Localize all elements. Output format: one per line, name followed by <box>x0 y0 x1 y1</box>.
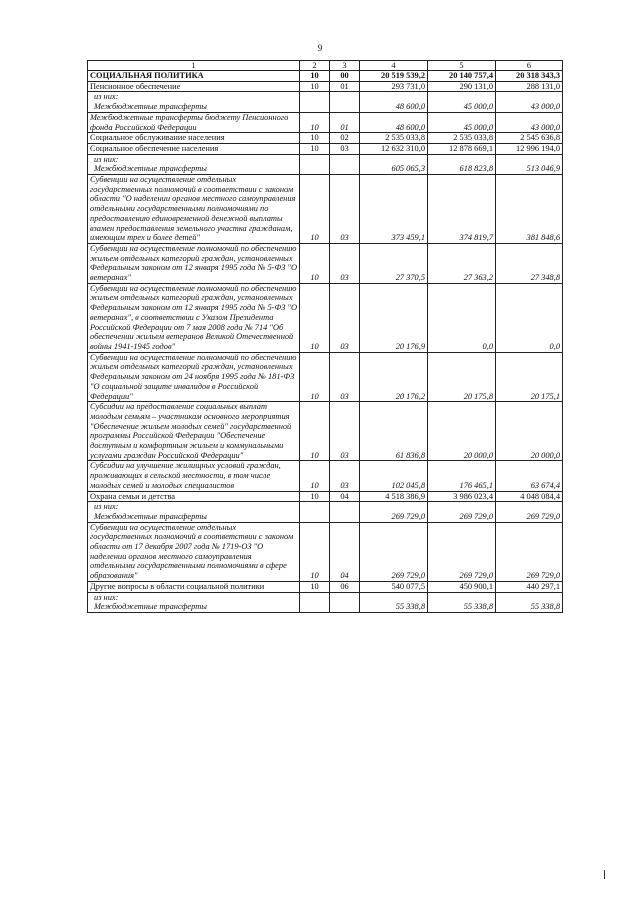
row-code-rz <box>300 502 330 522</box>
table-row <box>88 243 563 283</box>
row-label: Субвенции на осуществление полномочий по обеспечению жильем отдельных категорий граждан, установленных Федеральным законом от 12 января 1995 года № 5-ФЗ "О ветеранах", в соответствии с Указом Президента Российской Федерации от 7 мая 2008 года № 714 "Об обеспечении жильем ветеранов Великой Отечественной войны 1941-1945 годов" <box>90 283 297 351</box>
table-row <box>88 175 563 244</box>
row-label: Охрана семьи и детства <box>90 491 175 501</box>
row-value-v1: 2 535 033,8 <box>360 133 428 144</box>
row-code-pr <box>330 154 360 174</box>
row-value-v1: 373 459,1 <box>360 175 428 244</box>
table-row <box>88 522 563 581</box>
row-code-rz: 10 <box>300 243 330 283</box>
row-name <box>88 133 300 144</box>
row-value-v1: 102 045,8 <box>360 461 428 491</box>
row-code-rz: 10 <box>300 522 330 581</box>
table-row <box>88 81 563 92</box>
row-name <box>88 461 300 491</box>
row-value-v2: 45 000,0 <box>428 112 496 132</box>
row-value-v1: 27 370,5 <box>360 243 428 283</box>
row-code-rz <box>300 92 330 112</box>
row-code-rz <box>300 154 330 174</box>
header-cell: 2 <box>300 61 330 71</box>
row-value-v2: 290 131,0 <box>428 81 496 92</box>
budget-table <box>87 60 563 613</box>
table-row <box>88 352 563 402</box>
row-name <box>88 491 300 502</box>
row-value-v1: 55 338,8 <box>360 592 428 612</box>
row-value-v1: 61 836,8 <box>360 402 428 461</box>
row-value-v3: 269 729,0 <box>496 522 563 581</box>
page-number: 9 <box>317 43 323 53</box>
row-name <box>88 592 300 612</box>
row-value-v1: 540 077,5 <box>360 581 428 592</box>
row-name <box>88 352 300 402</box>
table-row <box>88 592 563 612</box>
row-value-v2: 269 729,0 <box>428 522 496 581</box>
row-code-pr: 06 <box>330 581 360 592</box>
row-name <box>88 243 300 283</box>
row-label: Другие вопросы в области социальной политики <box>90 581 265 591</box>
row-code-pr: 04 <box>330 491 360 502</box>
table-row <box>88 143 563 154</box>
table-row <box>88 491 563 502</box>
row-name <box>88 92 300 112</box>
row-value-v3: 0,0 <box>496 283 563 352</box>
header-cell: 3 <box>330 61 360 71</box>
row-value-v2: 12 878 669,1 <box>428 143 496 154</box>
table-row <box>88 461 563 491</box>
row-code-rz: 10 <box>300 283 330 352</box>
table-row <box>88 112 563 132</box>
row-value-v3: 269 729,0 <box>496 502 563 522</box>
row-prefix: из них: <box>94 154 119 164</box>
row-code-rz: 10 <box>300 175 330 244</box>
margin-mark <box>604 870 605 879</box>
row-label: Межбюджетные трансферты <box>94 511 207 521</box>
row-value-v2: 27 363,2 <box>428 243 496 283</box>
row-value-v1: 12 632 310,0 <box>360 143 428 154</box>
row-name <box>88 522 300 581</box>
table-row <box>88 71 563 82</box>
row-value-v1: 293 731,0 <box>360 81 428 92</box>
row-code-pr <box>330 592 360 612</box>
row-label: Субвенции на осуществление полномочий по обеспечению жильем отдельных категорий граждан, установленных Федеральным законом от 24 ноября 1995 года № 181-ФЗ "О социальной защите инвалидов в Российской Федерации" <box>90 352 297 401</box>
row-name <box>88 402 300 461</box>
row-label: Межбюджетные трансферты <box>94 164 207 174</box>
row-value-v3: 63 674,4 <box>496 461 563 491</box>
table-row <box>88 154 563 174</box>
row-value-v3: 27 348,8 <box>496 243 563 283</box>
table-row <box>88 92 563 112</box>
row-code-rz: 10 <box>300 461 330 491</box>
row-value-v3: 2 545 636,8 <box>496 133 563 144</box>
row-code-rz: 10 <box>300 133 330 144</box>
row-code-pr <box>330 92 360 112</box>
row-value-v2: 0,0 <box>428 283 496 352</box>
row-value-v3: 20 175,1 <box>496 352 563 402</box>
row-value-v1: 20 176,9 <box>360 283 428 352</box>
row-value-v1: 605 065,3 <box>360 154 428 174</box>
row-label: Межбюджетные трансферты <box>94 102 207 112</box>
row-value-v3: 381 848,6 <box>496 175 563 244</box>
row-value-v2: 55 338,8 <box>428 592 496 612</box>
row-label: Межбюджетные трансферты бюджету Пенсионного фонда Российской Федерации <box>90 112 289 132</box>
row-code-pr: 04 <box>330 522 360 581</box>
row-name <box>88 81 300 92</box>
row-label: Социальное обеспечение населения <box>90 143 219 153</box>
row-value-v3: 513 046,9 <box>496 154 563 174</box>
row-name <box>88 502 300 522</box>
row-code-pr: 03 <box>330 283 360 352</box>
row-value-v1: 48 600,0 <box>360 92 428 112</box>
row-code-rz: 10 <box>300 352 330 402</box>
row-code-pr: 03 <box>330 402 360 461</box>
table-row <box>88 133 563 144</box>
row-code-pr: 00 <box>330 71 360 82</box>
row-code-pr: 03 <box>330 175 360 244</box>
row-label: Межбюджетные трансферты <box>94 602 207 612</box>
row-value-v3: 55 338,8 <box>496 592 563 612</box>
row-label: Пенсионное обеспечение <box>90 81 181 91</box>
row-label: Субвенции на осуществление полномочий по обеспечению жильем отдельных категорий граждан, установленных Федеральным законом от 12 января 1995 года № 5-ФЗ "О ветеранах" <box>90 243 297 283</box>
row-value-v2: 20 000,0 <box>428 402 496 461</box>
row-code-rz: 10 <box>300 81 330 92</box>
row-label: Субвенции на осуществление отдельных государственных полномочий в соответствии с законом области от 17 декабря 2007 года № 1719-ОЗ "О наделении органов местного самоуправления отдельными государственными полномочиями в сфере образования" <box>90 522 294 581</box>
row-value-v1: 20 519 539,2 <box>360 71 428 82</box>
row-code-rz: 10 <box>300 491 330 502</box>
row-value-v3: 288 131,0 <box>496 81 563 92</box>
row-prefix: из них: <box>94 592 119 602</box>
row-code-rz: 10 <box>300 71 330 82</box>
row-value-v3: 43 000,0 <box>496 112 563 132</box>
row-value-v2: 3 986 023,4 <box>428 491 496 502</box>
row-value-v2: 2 535 033,8 <box>428 133 496 144</box>
row-code-pr <box>330 502 360 522</box>
row-label: СОЦИАЛЬНАЯ ПОЛИТИКА <box>90 71 204 80</box>
row-label: Субсидии на предоставление социальных выплат молодым семьям – участникам основного мероприятия "Обеспечение жильем молодых семей" государственной программы Российской Федерации "Обеспечение доступным и комфортным жильем и коммунальными услугами граждан Российской Федерации" <box>90 402 292 460</box>
row-value-v3: 440 297,1 <box>496 581 563 592</box>
row-value-v2: 374 819,7 <box>428 175 496 244</box>
row-value-v1: 269 729,0 <box>360 502 428 522</box>
row-code-pr: 02 <box>330 133 360 144</box>
table-row <box>88 581 563 592</box>
row-code-pr: 01 <box>330 81 360 92</box>
table-row <box>88 402 563 461</box>
row-code-rz: 10 <box>300 402 330 461</box>
row-name <box>88 175 300 244</box>
header-cell: 1 <box>88 61 300 71</box>
row-value-v2: 450 900,1 <box>428 581 496 592</box>
row-name <box>88 143 300 154</box>
row-value-v1: 269 729,0 <box>360 522 428 581</box>
header-cell: 4 <box>360 61 428 71</box>
row-name <box>88 283 300 352</box>
table-row <box>88 502 563 522</box>
row-value-v2: 618 823,8 <box>428 154 496 174</box>
row-value-v2: 176 465,1 <box>428 461 496 491</box>
row-code-pr: 03 <box>330 143 360 154</box>
row-label: Субсидии на улучшение жилищных условий граждан, проживающих в сельской местности, в том числе молодых семей и молодых специалистов <box>90 461 281 490</box>
row-label: Социальное обслуживание населения <box>90 133 225 143</box>
row-code-pr: 03 <box>330 243 360 283</box>
row-value-v3: 4 048 084,4 <box>496 491 563 502</box>
row-prefix: из них: <box>94 502 119 512</box>
row-value-v3: 20 000,0 <box>496 402 563 461</box>
row-name <box>88 581 300 592</box>
row-value-v1: 48 600,0 <box>360 112 428 132</box>
row-label: Субвенции на осуществление отдельных государственных полномочий в соответствии с законом области "О наделении органов местного самоуправления отдельными государственными полномочиями по предоставлению единовременной денежной выплаты взамен предоставления земельного участка гражданам, имеющим трех и более детей" <box>90 175 296 243</box>
row-code-pr: 03 <box>330 352 360 402</box>
row-code-pr: 03 <box>330 461 360 491</box>
row-value-v3: 43 000,0 <box>496 92 563 112</box>
row-code-pr: 01 <box>330 112 360 132</box>
row-value-v2: 20 175,8 <box>428 352 496 402</box>
row-prefix: из них: <box>94 92 119 102</box>
row-value-v1: 20 176,2 <box>360 352 428 402</box>
row-code-rz <box>300 592 330 612</box>
row-code-rz: 10 <box>300 112 330 132</box>
row-value-v3: 20 318 343,3 <box>496 71 563 82</box>
header-cell: 5 <box>428 61 496 71</box>
row-code-rz: 10 <box>300 143 330 154</box>
row-value-v1: 4 518 386,9 <box>360 491 428 502</box>
table-row <box>88 283 563 352</box>
header-cell: 6 <box>496 61 563 71</box>
row-value-v2: 45 000,0 <box>428 92 496 112</box>
row-name <box>88 154 300 174</box>
table-header-row <box>88 61 563 71</box>
row-value-v2: 269 729,0 <box>428 502 496 522</box>
row-name <box>88 71 300 82</box>
row-value-v2: 20 140 757,4 <box>428 71 496 82</box>
row-name <box>88 112 300 132</box>
row-code-rz: 10 <box>300 581 330 592</box>
row-value-v3: 12 996 194,0 <box>496 143 563 154</box>
